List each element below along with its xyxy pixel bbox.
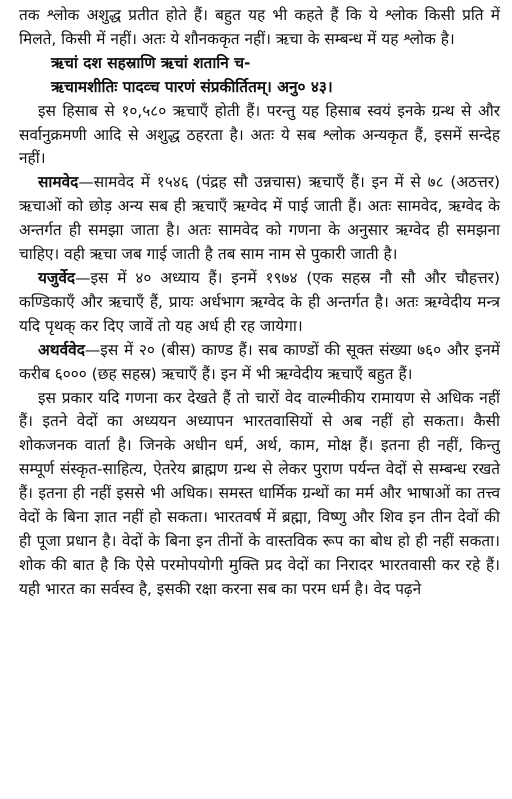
paragraph-shloka-doubt: तक श्लोक अशुद्ध प्रतीत होते हैं। बहुत यह भी कहते हैं कि ये श्लोक किसी प्रति में मिलते, किसी में नहीं। अतः ये शौनककृत नहीं। ऋचा के सम्बन्ध में यह श्लोक है। bbox=[19, 6, 500, 48]
yajurveda-heading: यजुर्वेद bbox=[38, 268, 76, 287]
atharvaveda-text: —इस में २० (बीस) काण्ड हैं। सब काण्डों की सूक्त संख्या ७६० और इनमें करीब ६००० (छह सहस्र) ऋचाएँ हैं। इन में भी ऋग्वेदीय ऋचाएँ बहुत हैं। bbox=[19, 340, 500, 383]
paragraph-yajurveda bbox=[19, 267, 500, 339]
samaveda-heading: सामवेद bbox=[38, 173, 79, 192]
yajurveda-text: —इस में ४० अध्याय हैं। इनमें १९७४ (एक सहस्र नौ सौ और चौहत्तर) कण्डिकाएँ और ऋचाएँ हैं, प्रायः अर्धभाग ऋग्वेद के ही अन्तर्गत है। अतः ऋग्वेदीय मन्त्र यदि पृथक् कर दिए जावें तो यह अर्ध ही रह जायेगा। bbox=[19, 268, 500, 335]
atharvaveda-heading: अथर्ववेद bbox=[38, 340, 85, 359]
verse-line-2: ऋचामशीतिः पादव्च पारणं संप्रकीर्तितम्। अनु० ४३। bbox=[51, 77, 333, 96]
paragraph-richa-count: इस हिसाब से १०,५८० ऋचाएँ होती हैं। परन्तु यह हिसाब स्वयं इनके ग्रन्थ से और सर्वानुक्रमणी आदि से अशुद्ध ठहरता है। अतः ये सब श्लोक अन्यकृत हैं, इसमें सन्देह नहीं। bbox=[19, 101, 500, 168]
paragraph-atharvaveda bbox=[19, 339, 500, 387]
paragraph-samaveda bbox=[19, 171, 500, 267]
verse-line-1: ऋचां दश सहस्राणि ऋचां शतानि च- bbox=[51, 53, 251, 72]
paragraph-conclusion: इस प्रकार यदि गणना कर देखते हैं तो चारों वेद वाल्मीकीय रामायण से अधिक नहीं हैं। इतने वेदों का अध्ययन अध्यापन भारतवासियों से अब नहीं हो सकता। कैसी शोकजनक वार्ता है। जिनके अधीन धर्म, अर्थ, काम, मोक्ष हैं। इतना ही नहीं, किन्तु सम्पूर्ण संस्कृत-साहित्य, ऐतरेय ब्राह्मण ग्रन्थ से लेकर पुराण पर्यन्त वेदों से सम्बन्ध रखते हैं। इतना ही नहीं इससे भी अधिक। समस्त धार्मिक ग्रन्थों का मर्म और भाषाओं का तत्त्व वेदों के बिना ज्ञात नहीं हो सकता। भारतवर्ष में ब्रह्मा, विष्णु और शिव इन तीन देवों की ही पूजा प्रधान है। वेदों के बिना इन तीनों के वास्तविक रूप का बोध हो ही नहीं सकता। शोक की बात है कि ऐसे परमोपयोगी मुक्ति प्रद वेदों का निरादर भारतवासी कर रहे हैं। यही भारत का सर्वस्व है, इसकी रक्षा करना सब का परम धर्म है। वेद पढ़ने bbox=[19, 388, 500, 598]
samaveda-text: —सामवेद में १५४६ (पंद्रह सौ उन्नचास) ऋचाएँ हैं। इन में से ७८ (अठत्तर) ऋचाओं को छोड़ अन्य सब ही ऋचाएँ ऋग्वेद में पाई जाती हैं। अतः सामवेद, ऋग्वेद के अन्तर्गत ही समझा जाता है। अतः सामवेद को गणना के अनुसार ऋग्वेद ही समझना चाहिए। वही ऋचा जब गाई जाती है तब साम नाम से पुकारी जाती है। bbox=[19, 173, 500, 264]
